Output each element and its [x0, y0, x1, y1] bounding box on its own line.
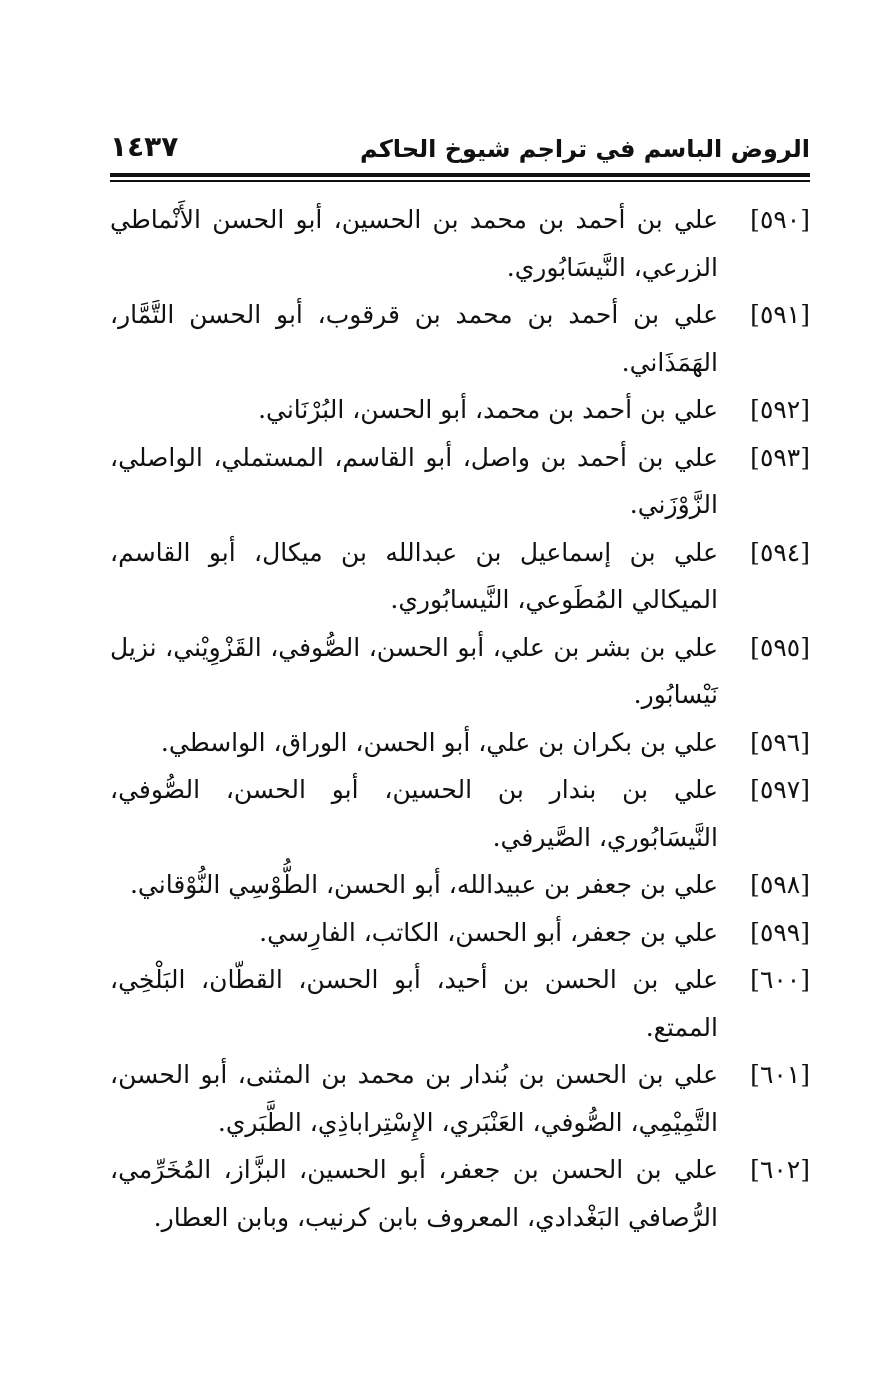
entry-text: علي بن جعفر بن عبيدالله، أبو الحسن، الطُّوْسِي النُّوْقاني. [129, 870, 718, 899]
entry-text: علي بن بشر بن علي، أبو الحسن، الصُّوفي، القَزْوِيْني، نزيل نَيْسابُور. [110, 632, 718, 709]
biography-entry [110, 719, 810, 767]
biography-entries-list [110, 196, 810, 1241]
entry-text: علي بن أحمد بن محمد بن الحسين، أبو الحسن الأَنْماطي الزرعي، النَّيسَابُوري. [110, 205, 718, 282]
running-header [110, 128, 810, 172]
entry-number: [٦٠١] [750, 1060, 810, 1089]
entry-number: [٥٩٣] [750, 442, 810, 472]
biography-entry [110, 1051, 810, 1146]
entry-text: علي بن أحمد بن محمد، أبو الحسن، البُرْنَاني. [258, 395, 718, 424]
biography-entry [110, 861, 810, 909]
entry-text: علي بن أحمد بن واصل، أبو القاسم، المستملي، الواصلي، الزَّوْزَني. [110, 442, 718, 519]
entry-number: [٥٩٦] [750, 727, 810, 757]
biography-entry [110, 956, 810, 1051]
biography-entry [110, 196, 810, 291]
entry-number: [٥٩٩] [750, 917, 810, 947]
running-title: الروض الباسم في تراجم شيوخ الحاكم [360, 135, 810, 163]
entry-text: علي بن الحسن بن بُندار بن محمد بن المثنى، أبو الحسن، التَّمِيْمِي، الصُّوفي، العَنْبَري، الإِسْتِراباذِي، الطَّبَري. [110, 1060, 718, 1137]
entry-text: علي بن الحسن بن أحيد، أبو الحسن، القطّان، البَلْخِي، الممتع. [110, 965, 718, 1042]
entry-text: علي بن الحسن بن جعفر، أبو الحسين، البزَّاز، المُخَرِّمي، الرُّصافي البَغْدادي، المعروف بابن كرنيب، وبابن العطار. [110, 1155, 718, 1232]
biography-entry [110, 624, 810, 719]
entry-number: [٦٠٠] [750, 965, 810, 994]
biography-entry [110, 1146, 810, 1241]
entry-number: [٥٩٧] [750, 775, 810, 804]
biography-entry [110, 909, 810, 957]
header-rule-thick [110, 173, 810, 177]
entry-number: [٥٩١] [750, 300, 810, 329]
entry-text: علي بن أحمد بن محمد بن قرقوب، أبو الحسن التَّمَّار، الهَمَذَاني. [110, 300, 718, 377]
entry-text: علي بن جعفر، أبو الحسن، الكاتب، الفارِسي. [259, 917, 718, 947]
biography-entry [110, 434, 810, 529]
page-number: ١٤٣٧ [110, 130, 179, 163]
entry-number: [٥٩٠] [750, 205, 810, 234]
entry-text: علي بن إسماعيل بن عبدالله بن ميكال، أبو القاسم، الميكالي المُطَوعي، النَّيسابُوري. [110, 537, 718, 614]
entry-text: علي بن بكران بن علي، أبو الحسن، الوراق، الواسطي. [160, 727, 718, 757]
entry-number: [٥٩٥] [750, 632, 810, 662]
header-rule-thin [110, 180, 810, 182]
entry-number: [٥٩٤] [750, 537, 810, 567]
biography-entry [110, 766, 810, 861]
biography-entry [110, 291, 810, 386]
entry-text: علي بن بندار بن الحسين، أبو الحسن، الصُّوفي، النَّيسَابُوري، الصَّيرفي. [110, 775, 718, 852]
biography-entry [110, 386, 810, 434]
entry-number: [٦٠٢] [750, 1155, 810, 1184]
biography-entry [110, 529, 810, 624]
entry-number: [٥٩٨] [750, 870, 810, 899]
entry-number: [٥٩٢] [750, 395, 810, 424]
